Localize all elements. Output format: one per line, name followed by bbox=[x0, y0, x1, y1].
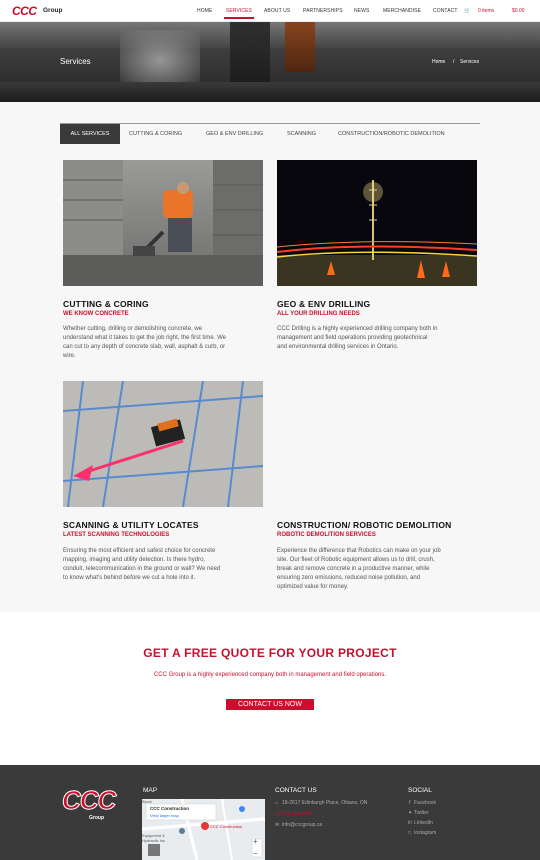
map-heading: MAP bbox=[143, 787, 158, 794]
phone-link[interactable]: 613-225-5991 bbox=[282, 811, 314, 817]
service-description: Experience the difference that Robotics can make on your job site. Our fleet of Robotic equipment allows us to drill, crush, break and remove concrete in a productive manner, while ensuring zero emissions, reduced noise pollution, and optimized value for money. bbox=[277, 548, 441, 590]
service-description: Whether cutting, drilling or demolishing concrete, we understand what it takes to get the job right, the first time. We can cut to any depth of concrete slab, wall, asphalt & curb, or wire. bbox=[63, 326, 226, 359]
nav-partnerships[interactable]: PARTNERSHIPS bbox=[303, 8, 343, 14]
email-icon: ✉ bbox=[275, 822, 280, 828]
breadcrumb-current: Services bbox=[460, 59, 480, 65]
service-title[interactable]: CUTTING & CORING bbox=[63, 299, 149, 309]
embedded-map[interactable] bbox=[142, 799, 265, 860]
service-subtitle: LATEST SCANNING TECHNOLOGIES bbox=[63, 532, 170, 538]
facebook-icon: f bbox=[409, 800, 411, 806]
breadcrumb-separator: / bbox=[453, 59, 455, 65]
footer-logo[interactable]: CCC bbox=[62, 785, 116, 815]
geo-env-drilling-image[interactable] bbox=[277, 160, 477, 286]
tab-cutting-coring[interactable]: CUTTING & CORING bbox=[129, 131, 183, 137]
service-title[interactable]: SCANNING & UTILITY LOCATES bbox=[63, 520, 199, 530]
tab-geo-env-drilling[interactable]: GEO & ENV DRILLING bbox=[206, 131, 264, 137]
footer-logo-group: Group bbox=[89, 815, 104, 821]
service-title[interactable]: GEO & ENV DRILLING bbox=[277, 299, 371, 309]
cart-items[interactable]: 0 items bbox=[478, 8, 495, 14]
service-subtitle: ROBOTIC DEMOLITION SERVICES bbox=[277, 532, 376, 538]
service-filter-tabs bbox=[60, 123, 480, 143]
cutting-coring-image[interactable] bbox=[63, 160, 263, 286]
nav-services[interactable]: SERVICES bbox=[226, 8, 252, 14]
breadcrumb-home[interactable]: Home bbox=[432, 59, 446, 65]
linkedin-icon: in bbox=[408, 820, 412, 826]
service-description: Ensuring the most efficient and safest choice for concrete mapping, imaging and utility detection. Is there hydro, conduit, telecommunication in the ground or wall? We need to know what's behind before we cut a hole into it. bbox=[63, 548, 221, 581]
map-place-name: CCC Construction bbox=[150, 806, 189, 811]
tab-scanning[interactable]: SCANNING bbox=[287, 131, 317, 137]
twitter-icon: ✦ bbox=[408, 810, 413, 816]
active-nav-indicator bbox=[224, 17, 254, 19]
hero-banner bbox=[0, 22, 540, 102]
map-nearby-business: Equipment & Hydraulic Inc bbox=[142, 833, 166, 843]
nav-contact[interactable]: CONTACT bbox=[433, 8, 458, 14]
ccc-logo[interactable]: CCC bbox=[12, 4, 37, 18]
quote-heading: GET A FREE QUOTE FOR YOUR PROJECT bbox=[143, 646, 397, 660]
address-icon: ⌂ bbox=[275, 800, 279, 806]
tab-construction-robotic-demolition[interactable]: CONSTRUCTION/ROBOTIC DEMOLITION bbox=[338, 131, 445, 137]
nav-news[interactable]: NEWS bbox=[354, 8, 370, 14]
instagram-icon: □ bbox=[408, 830, 412, 836]
map-zoom-out-button[interactable]: − bbox=[253, 849, 258, 858]
address-text: 18-2617 Edinburgh Place, Ottawa, ON bbox=[282, 800, 368, 806]
contact-us-button[interactable]: CONTACT US NOW bbox=[226, 699, 314, 710]
linkedin-link[interactable]: LinkedIn bbox=[414, 820, 433, 826]
service-description: CCC Drilling is a highly experienced drilling company both in management and field operations providing geotechnical and environmental drilling services in Ontario. bbox=[277, 326, 438, 350]
nav-home[interactable]: HOME bbox=[197, 8, 213, 14]
map-block-label: Block bbox=[142, 799, 152, 804]
top-navigation-bar bbox=[0, 0, 540, 22]
nav-merchandise[interactable]: MERCHANDISE bbox=[383, 8, 422, 14]
contact-heading: CONTACT US bbox=[275, 787, 317, 794]
quote-text: CCC Group is a highly experienced company both in management and field operations. bbox=[153, 672, 387, 678]
scanning-utility-locates-image[interactable] bbox=[63, 381, 263, 507]
logo-group-text[interactable]: Group bbox=[43, 7, 63, 14]
map-view-larger-link[interactable]: View larger map bbox=[150, 813, 179, 818]
service-subtitle: WE KNOW CONCRETE bbox=[63, 311, 129, 317]
phone-icon: ☏ bbox=[275, 811, 282, 817]
cart-total[interactable]: $0.00 bbox=[512, 8, 525, 14]
nav-about-us[interactable]: ABOUT US bbox=[264, 8, 291, 14]
tab-all-services[interactable]: ALL SERVICES bbox=[60, 124, 120, 144]
email-link[interactable]: info@cccgroup.ca bbox=[282, 822, 323, 828]
twitter-link[interactable]: Twitter bbox=[414, 810, 429, 816]
service-title[interactable]: CONSTRUCTION/ ROBOTIC DEMOLITION bbox=[277, 520, 452, 530]
service-subtitle: ALL YOUR DRILLING NEEDS bbox=[277, 311, 360, 317]
facebook-link[interactable]: Facebook bbox=[414, 800, 436, 806]
instagram-link[interactable]: Instagram bbox=[414, 830, 437, 836]
map-zoom-in-button[interactable]: + bbox=[253, 837, 258, 846]
map-pin-label: CCC Construction bbox=[210, 824, 243, 829]
page-title: Services bbox=[60, 57, 91, 66]
cart-icon[interactable]: 🛒 bbox=[464, 8, 471, 14]
social-heading: SOCIAL bbox=[408, 787, 432, 794]
